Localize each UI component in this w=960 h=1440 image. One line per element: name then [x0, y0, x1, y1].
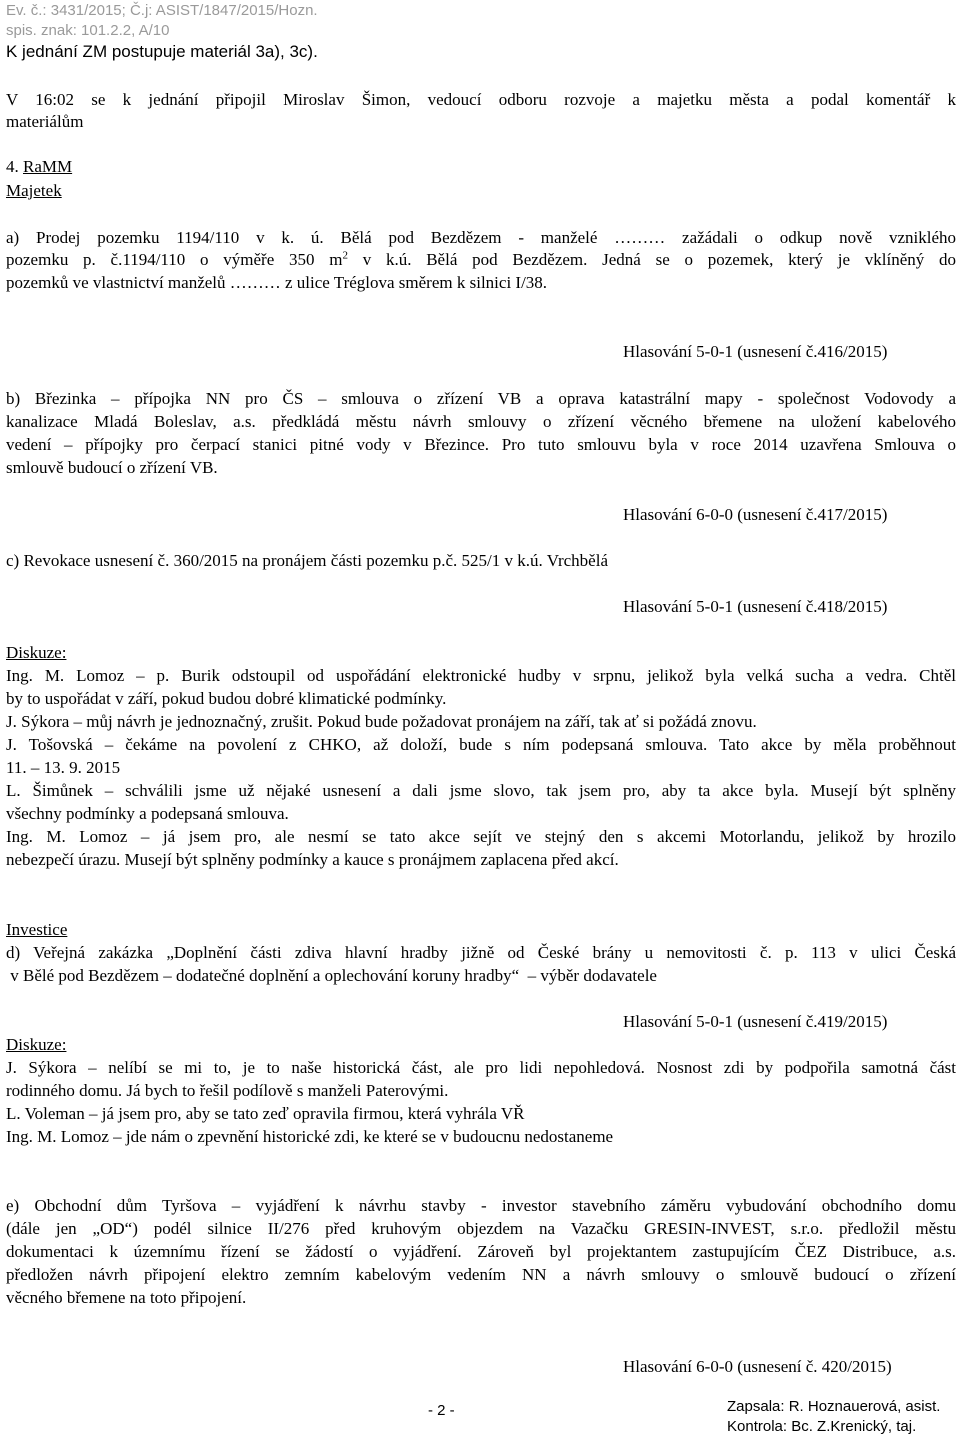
discussion-1-line: J. Tošovská – čekáme na povolení z CHKO, až doloží, bude s ním podepsaná smlouva. Tato akce by měla proběhnout — [6, 735, 956, 754]
discussion-heading: Diskuze: — [6, 643, 67, 662]
section-heading — [6, 157, 72, 177]
discussion-2-line: Ing. M. Lomoz – jde nám o zpevnění historické zdi, ke které se v budoucnu nedostaneme — [6, 1127, 614, 1146]
arrival-line-2: materiálům — [6, 112, 84, 131]
header-reference: Ev. č.: 3431/2015; Č.j: ASIST/1847/2015/Hozn. — [6, 2, 318, 19]
header-file-code: spis. znak: 101.2.2, A/10 — [6, 22, 170, 39]
item-b-line-3: vedení – přípojky pro čerpací stanici pitné vody v Březince. Pro tuto smlouvu byla v roce 2014 uzavřena Smlouva o — [6, 435, 956, 454]
item-e-line-2: (dále jen „OD“) podél silnice II/276 před kruhovým objezdem na Vazačku GRESIN-INVEST, s.r.o. předložil městu — [6, 1219, 956, 1238]
vote-418: Hlasování 5-0-1 (usnesení č.418/2015) — [623, 597, 888, 616]
section-number: 4. — [6, 157, 23, 176]
discussion-1-line: Ing. M. Lomoz – p. Burik odstoupil od uspořádání elektronické hudby v srpnu, jelikož byla velká sucha a vedra. Chtěl — [6, 666, 956, 685]
discussion-2-line: rodinného domu. Já bych to řešil podílově s manželi Paterovými. — [6, 1081, 449, 1100]
discussion-heading: Diskuze: — [6, 1035, 67, 1054]
item-d-line-2: v Bělé pod Bezdězem – dodatečné doplnění a oplechování koruny hradby“ – výběr dodavatele — [6, 966, 657, 985]
discussion-1-line: všechny podmínky a podepsaná smlouva. — [6, 804, 289, 823]
item-a-line-3: pozemků ve vlastnictví manželů ……… z ulice Tréglova směrem k silnici I/38. — [6, 273, 548, 292]
section-subtitle: Majetek — [6, 181, 62, 200]
item-e-line-1: e) Obchodní dům Tyršova – vyjádření k návrhu stavby - investor stavebního záměru vybudování obchodního domu — [6, 1196, 956, 1215]
item-b-line-2: kanalizace Mladá Boleslav, a.s. předkládá městu návrh smlouvy o zřízení věcného břemene na uložení kabelového — [6, 412, 956, 431]
discussion-1-line: nebezpečí úrazu. Musejí být splněny podmínky a kauce s pronájmem zaplacena před akcí. — [6, 850, 619, 869]
item-b-line-1: b) Březinka – přípojka NN pro ČS – smlouva o zřízení VB a oprava katastrální mapy - společnost Vodovody a — [6, 389, 956, 408]
discussion-2-line: J. Sýkora – nelíbí se mi to, je to naše historická část, ale pro lidi nepohledová. Nosnost zdi by podpořila samotná část — [6, 1058, 956, 1077]
item-e-line-4: předložen návrh připojení elektro zemním kabelovým vedením NN a návrh smlouvy o smlouvě budoucí o zřízení — [6, 1265, 956, 1284]
discussion-1-line: 11. – 13. 9. 2015 — [6, 758, 121, 777]
discussion-1-line: L. Šimůnek – schválili jsme už nějaké usnesení a dali jsme slovo, tak jsem pro, aby ta akce byla. Musejí být splněny — [6, 781, 956, 800]
footer-written-by: Zapsala: R. Hoznauerová, asist. — [727, 1398, 941, 1415]
discussion-1-line: J. Sýkora – můj návrh je jednoznačný, zrušit. Pokud bude požadovat pronájem na září, tak ať si požádá znovu. — [6, 712, 757, 731]
vote-420: Hlasování 6-0-0 (usnesení č. 420/2015) — [623, 1357, 892, 1376]
vote-416: Hlasování 5-0-1 (usnesení č.416/2015) — [623, 342, 888, 361]
investice-heading: Investice — [6, 920, 68, 939]
item-c-line-1: c) Revokace usnesení č. 360/2015 na pronájem části pozemku p.č. 525/1 v k.ú. Vrchbělá — [6, 551, 608, 570]
item-e-line-3: dokumentaci k územnímu řízení se žádostí o vyjádření. Zároveň byl projektantem zastupujícím ČEZ Distribuce, a.s. — [6, 1242, 956, 1261]
item-b-line-4: smlouvě budoucí o zřízení VB. — [6, 458, 218, 477]
vote-417: Hlasování 6-0-0 (usnesení č.417/2015) — [623, 505, 888, 524]
section-title: RaMM — [23, 157, 73, 176]
intro-text: K jednání ZM postupuje materiál 3a), 3c). — [6, 42, 318, 61]
discussion-2-line: L. Voleman – já jsem pro, aby se tato zeď opravila firmou, která vyhrála VŘ — [6, 1104, 525, 1123]
page-number: - 2 - — [428, 1402, 455, 1419]
item-d-line-1: d) Veřejná zakázka „Doplnění části zdiva hlavní hradby jižně od České brány u nemovitosti č. p. 113 v ulici Česká — [6, 943, 956, 962]
discussion-1-line: Ing. M. Lomoz – já jsem pro, ale nesmí se tato akce sejít ve stejný den s akcemi Motorlandu, jelikož by hrozilo — [6, 827, 956, 846]
footer-checked-by: Kontrola: Bc. Z.Krenický, taj. — [727, 1418, 917, 1435]
arrival-line-1: V 16:02 se k jednání připojil Miroslav Šimon, vedoucí odboru rozvoje a majetku města a podal komentář k — [6, 90, 956, 109]
discussion-1-line: by to uspořádat v září, pokud budou dobré klimatické podmínky. — [6, 689, 447, 708]
item-e-line-5: věcného břemene na toto připojení. — [6, 1288, 247, 1307]
item-a-line-1: a) Prodej pozemku 1194/110 v k. ú. Bělá pod Bezdězem - manželé ……… zažádali o odkup nově vzniklého — [6, 228, 956, 247]
vote-419: Hlasování 5-0-1 (usnesení č.419/2015) — [623, 1012, 888, 1031]
item-a-line-2: pozemku p. č.1194/110 o výměře 350 $m^2$ v k.ú. Bělá pod Bezdězem. Jedná se o pozemek, který je vklíněný do — [6, 249, 956, 269]
